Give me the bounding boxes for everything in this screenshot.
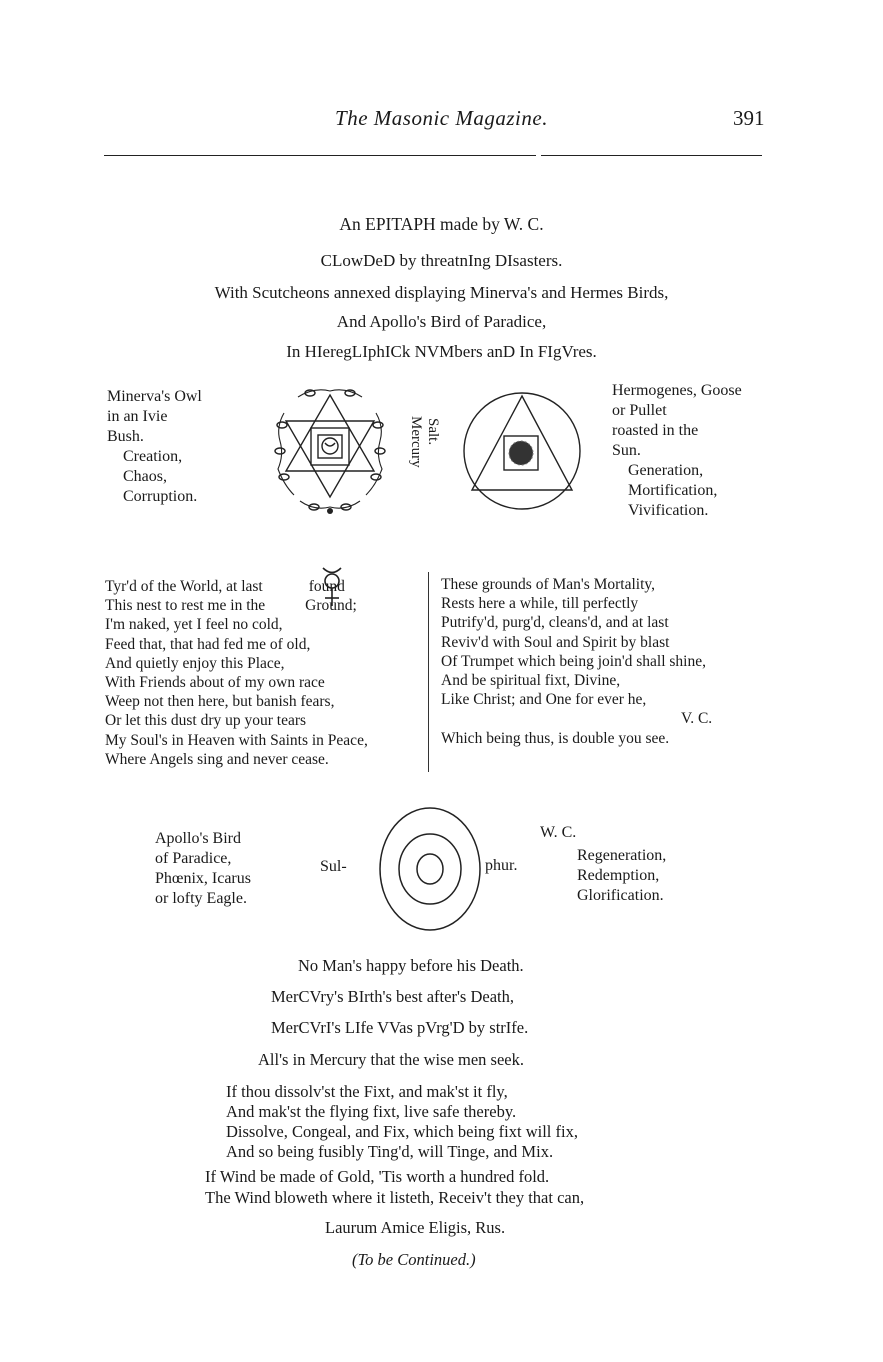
header-rule-right <box>541 155 762 156</box>
caption-line: Generation, <box>628 462 704 479</box>
caption-line: Vivification. <box>628 502 709 519</box>
caption-line: Mortification, <box>628 482 718 499</box>
poem-line: Reviv'd with Soul and Spirit by blast <box>441 633 670 651</box>
poem-line: Feed that, that had fed me of old, <box>105 635 311 653</box>
verse-line: Dissolve, Congeal, and Fix, which being fixt will fix, <box>226 1122 578 1141</box>
epitaph-line-4: And Apollo's Bird of Paradice, <box>336 312 547 331</box>
closing-line: MerCVrI's LIfe VVas pVrg'D by strIfe. <box>271 1018 529 1037</box>
caption-line: Hermogenes, Goose <box>612 382 742 399</box>
column-divider <box>428 572 429 772</box>
poem-line: Putrify'd, purg'd, cleans'd, and at last <box>441 614 669 632</box>
poem-signature: V. C. <box>681 710 713 728</box>
poem-line: Where Angels sing and never cease. <box>105 750 329 768</box>
poem-line: These grounds of Man's Mortality, <box>441 576 656 593</box>
hexagram-wreath-emblem <box>270 385 390 520</box>
caption-line: Phœnix, Icarus <box>155 870 251 887</box>
hermogenes-caption <box>612 381 742 521</box>
caption-line: Apollo's Bird <box>155 830 241 847</box>
poem-line: And quietly enjoy this Place, <box>105 654 285 672</box>
wc-initials: W. C. <box>540 824 577 841</box>
poem-right-column <box>441 575 712 748</box>
epitaph-line-3: With Scutcheons annexed displaying Minerva's and Hermes Birds, <box>214 283 669 302</box>
poem-line: And be spiritual fixt, Divine, <box>441 672 621 690</box>
poem-line: My Soul's in Heaven with Saints in Peace, <box>105 731 368 749</box>
poem-line: Weep not then here, but banish fears, <box>105 693 335 711</box>
caption-line: Redemption, <box>577 867 660 884</box>
poem-line: Like Christ; and One for ever he, <box>441 691 647 709</box>
caption-line: roasted in the <box>612 422 699 439</box>
mercury-salt-label <box>407 416 424 496</box>
caption-line: Chaos, <box>123 468 167 485</box>
salt-label <box>424 418 441 468</box>
caption-line: Bush. <box>107 428 144 445</box>
poem-line: Of Trumpet which being join'd shall shine, <box>441 652 706 670</box>
caption-line: Sun. <box>612 442 641 459</box>
caption-line: Minerva's Owl <box>107 388 202 405</box>
verse-line: The Wind bloweth where it listeth, Receiv't they that can, <box>205 1188 585 1207</box>
verse-line: And mak'st the flying fixt, live safe thereby. <box>226 1102 517 1121</box>
epitaph-heading: An EPITAPH made by W. C. <box>339 214 544 234</box>
caption-line: Regeneration, <box>577 847 667 864</box>
caption-line: Glorification. <box>577 887 664 904</box>
poem-line: With Friends about of my own race <box>105 674 325 692</box>
poem-line-text: This nest to rest me in the <box>105 597 266 615</box>
closing-line: All's in Mercury that the wise men seek. <box>258 1050 524 1069</box>
caption-line: of Paradice, <box>155 850 232 867</box>
poem-line: Which being thus, is double you see. <box>441 729 670 747</box>
closing-line: MerCVry's BIrth's best after's Death, <box>271 987 514 1006</box>
poem-line: I'm naked, yet I feel no cold, <box>105 616 283 634</box>
mercury-word: Mercury <box>408 416 424 468</box>
poem-line: Or let this dust dry up your tears <box>105 712 307 730</box>
concentric-circles-emblem <box>378 806 482 932</box>
epitaph-subheading: CLowDeD by threatnIng DIsasters. <box>320 251 563 270</box>
epitaph-line-5: In HIeregLIphICk NVMbers anD In FIgVres. <box>286 342 597 361</box>
caption-line: in an Ivie <box>107 408 168 425</box>
poem-line-text: Tyr'd of the World, at last <box>105 578 263 595</box>
continued-note: (To be Continued.) <box>352 1250 476 1269</box>
caption-line: Creation, <box>123 448 183 465</box>
caption-line: or Pullet <box>612 402 667 419</box>
running-title: The Masonic Magazine. <box>335 106 548 130</box>
sulphur-right-label: phur. <box>485 857 518 874</box>
poem-line-text: found <box>308 578 345 595</box>
page-number: 391 <box>733 106 765 130</box>
poem-line: Rests here a while, till perfectly <box>441 595 639 613</box>
apollo-caption <box>155 829 251 909</box>
caption-line: or lofty Eagle. <box>155 890 247 907</box>
verse-line: And so being fusibly Ting'd, will Tinge, and Mix. <box>226 1142 554 1161</box>
wc-caption <box>577 846 666 906</box>
sun-triangle-emblem <box>460 384 584 514</box>
mercury-symbol-icon <box>314 564 350 610</box>
verse-line: If Wind be made of Gold, 'Tis worth a hundred fold. <box>205 1167 550 1186</box>
signature-line: Laurum Amice Eligis, Rus. <box>325 1218 506 1237</box>
sulphur-left-label: Sul- <box>320 858 347 875</box>
header-rule-left <box>104 155 536 156</box>
salt-word: Salt. <box>425 418 441 446</box>
minerva-caption <box>107 387 202 507</box>
caption-line: Corruption. <box>123 488 198 505</box>
poem-line-text: Ground; <box>305 597 357 615</box>
closing-line: No Man's happy before his Death. <box>298 956 524 975</box>
verse-line: If thou dissolv'st the Fixt, and mak'st it fly, <box>226 1082 508 1101</box>
